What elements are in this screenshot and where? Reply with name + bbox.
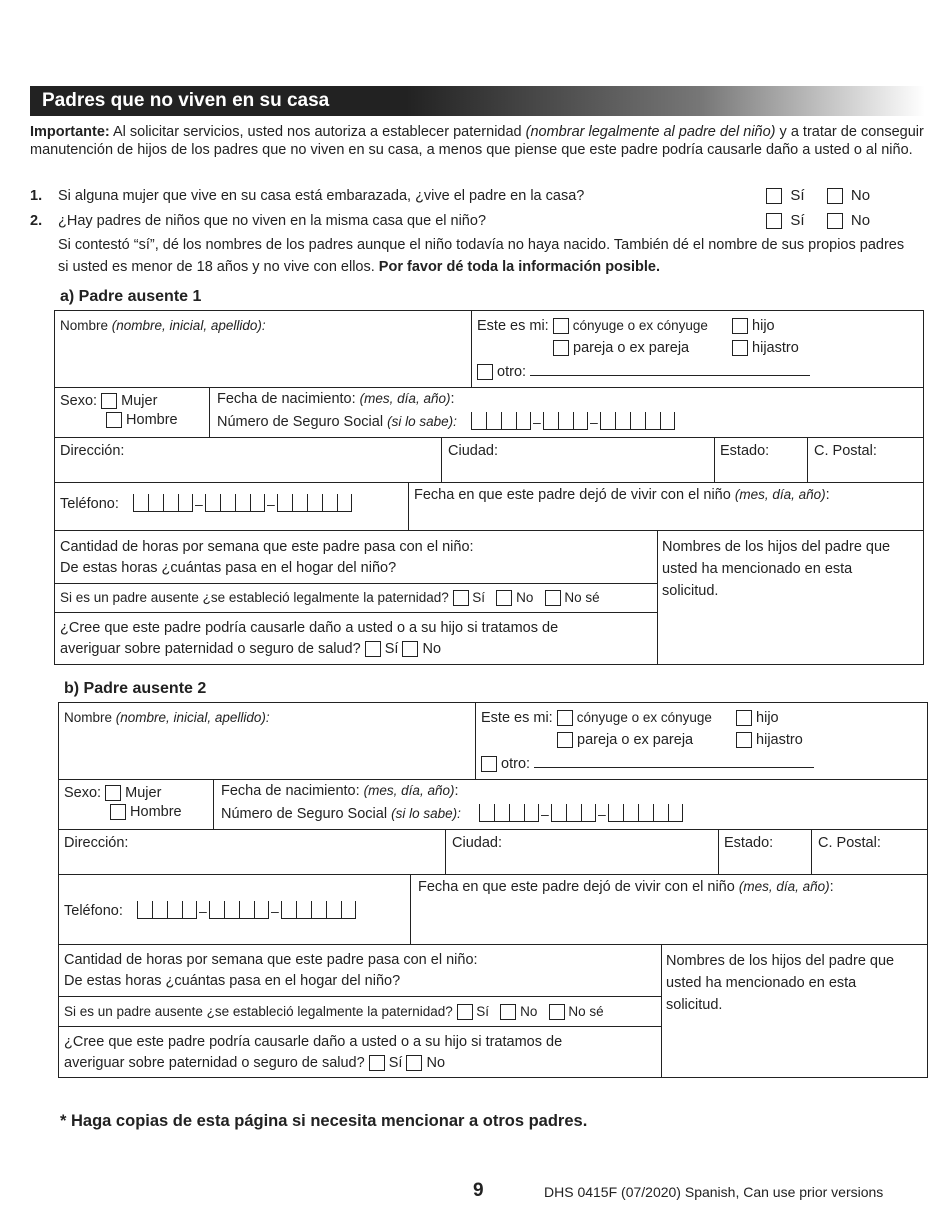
- relation-field: [477, 318, 917, 388]
- parent-form-b: [58, 702, 928, 1078]
- other-line[interactable]: [530, 375, 810, 376]
- section-title: Padres que no viven en su casa: [30, 86, 925, 116]
- question-1-answers: [766, 187, 870, 204]
- left-date-field[interactable]: Fecha en que este padre dejó de vivir con el niño (mes, día, año):: [414, 487, 830, 503]
- q2-no-checkbox[interactable]: [827, 213, 843, 229]
- state-field[interactable]: [720, 443, 769, 459]
- zip-field[interactable]: [818, 835, 881, 851]
- sex-field: [60, 393, 178, 428]
- harm-field: [60, 618, 558, 660]
- male-label: Hombre: [126, 412, 178, 429]
- dob-field[interactable]: Fecha de nacimiento: (mes, día, año):: [217, 391, 455, 407]
- female-checkbox[interactable]: [105, 785, 121, 801]
- spouse-label: cónyuge o ex cónyuge: [572, 318, 708, 333]
- harm-yes-checkbox[interactable]: [365, 641, 381, 657]
- other-label: otro:: [497, 364, 527, 380]
- no-label: No: [516, 590, 534, 605]
- name-field[interactable]: [64, 710, 270, 725]
- partner-label: pareja o ex pareja: [573, 340, 690, 356]
- paternity-notsure-checkbox[interactable]: [549, 1004, 565, 1020]
- partner-checkbox[interactable]: [557, 732, 573, 748]
- address-field[interactable]: [64, 835, 128, 851]
- dob-hint: (mes, día, año): [359, 391, 451, 406]
- city-label: Ciudad:: [452, 835, 502, 851]
- question-1: [30, 187, 584, 205]
- question-number: 2.: [30, 213, 43, 229]
- no-label: No: [520, 1004, 538, 1019]
- spouse-checkbox[interactable]: [553, 318, 569, 334]
- children-names-label: Nombres de los hijos del padre que usted ha mencionado en esta solicitud.: [662, 539, 891, 599]
- other-line[interactable]: [534, 767, 814, 768]
- dob-hint: (mes, día, año): [363, 783, 455, 798]
- hours-field[interactable]: [64, 950, 478, 992]
- dob-field[interactable]: Fecha de nacimiento: (mes, día, año):: [221, 783, 459, 799]
- child-checkbox[interactable]: [732, 318, 748, 334]
- harm-label-2: averiguar sobre paternidad o seguro de salud?: [64, 1055, 365, 1071]
- left-date-hint: (mes, día, año): [738, 879, 830, 894]
- question-2: [30, 212, 486, 230]
- page-number: 9: [473, 1180, 484, 1201]
- children-names-label: Nombres de los hijos del padre que usted ha mencionado en esta solicitud.: [666, 953, 895, 1013]
- other-checkbox[interactable]: [481, 756, 497, 772]
- q1-yes-checkbox[interactable]: [766, 188, 782, 204]
- ssn-hint: (si lo sabe):: [391, 806, 461, 821]
- city-field[interactable]: [452, 835, 502, 851]
- paternity-field: [64, 1004, 604, 1020]
- name-label: Nombre: [60, 318, 109, 333]
- harm-label-1: ¿Cree que este padre podría causarle daño a usted o a su hijo si tratamos de: [64, 1034, 563, 1050]
- children-names-field[interactable]: [666, 950, 916, 1016]
- other-label: otro:: [501, 756, 531, 772]
- no-label: No: [426, 1055, 446, 1071]
- other-checkbox[interactable]: [477, 364, 493, 380]
- ssn-label: Número de Seguro Social: [217, 414, 384, 430]
- q1-no-checkbox[interactable]: [827, 188, 843, 204]
- yes-label: Sí: [384, 641, 399, 657]
- city-label: Ciudad:: [448, 443, 498, 459]
- relation-field: [481, 710, 921, 780]
- child-label: hijo: [752, 318, 775, 334]
- yes-label: Sí: [388, 1055, 403, 1071]
- relation-label: Este es mi:: [481, 710, 553, 726]
- phone-label: Teléfono:: [60, 496, 119, 512]
- state-label: Estado:: [720, 443, 770, 459]
- female-checkbox[interactable]: [101, 393, 117, 409]
- zip-label: C. Postal:: [818, 835, 881, 851]
- harm-field: [64, 1032, 562, 1074]
- name-field[interactable]: [60, 318, 266, 333]
- male-checkbox[interactable]: [106, 412, 122, 428]
- hours-home-label: De estas horas ¿cuántas pasa en el hogar del niño?: [64, 973, 401, 989]
- no-label: No: [850, 212, 871, 229]
- paternity-field: [60, 590, 600, 606]
- phone-digit-boxes[interactable]: – –: [137, 901, 356, 919]
- intro-bold: Importante:: [30, 124, 110, 140]
- phone-digit-boxes[interactable]: – –: [133, 494, 352, 512]
- harm-yes-checkbox[interactable]: [369, 1055, 385, 1071]
- name-label: Nombre: [64, 710, 113, 725]
- q2-yes-checkbox[interactable]: [766, 213, 782, 229]
- hours-label: Cantidad de horas por semana que este padre pasa con el niño:: [60, 539, 474, 555]
- left-date-field[interactable]: Fecha en que este padre dejó de vivir con el niño (mes, día, año):: [418, 879, 834, 895]
- no-label: No: [422, 641, 442, 657]
- stepchild-checkbox[interactable]: [732, 340, 748, 356]
- parent-form-a: [54, 310, 924, 665]
- harm-label-2: averiguar sobre paternidad o seguro de salud?: [60, 641, 361, 657]
- partner-label: pareja o ex pareja: [577, 732, 694, 748]
- partner-checkbox[interactable]: [553, 340, 569, 356]
- harm-no-checkbox[interactable]: [406, 1055, 422, 1071]
- child-checkbox[interactable]: [736, 710, 752, 726]
- address-label: Dirección:: [60, 443, 125, 459]
- not-sure-label: No sé: [564, 590, 600, 605]
- note-bold: Por favor dé toda la información posible.: [378, 259, 660, 275]
- name-hint: (nombre, inicial, apellido):: [115, 710, 270, 725]
- yes-label: Sí: [476, 1004, 490, 1019]
- state-label: Estado:: [724, 835, 774, 851]
- yes-label: Sí: [790, 212, 805, 229]
- address-label: Dirección:: [64, 835, 129, 851]
- dob-label: Fecha de nacimiento:: [217, 391, 356, 407]
- left-date-hint: (mes, día, año): [734, 487, 826, 502]
- question-text: ¿Hay padres de niños que no viven en la misma casa que el niño?: [58, 213, 487, 229]
- instruction-note: [58, 234, 918, 278]
- male-label: Hombre: [130, 804, 182, 821]
- part-a-title: a) Padre ausente 1: [60, 288, 202, 305]
- yes-label: Sí: [472, 590, 486, 605]
- stepchild-label: hijastro: [752, 340, 799, 356]
- hours-label: Cantidad de horas por semana que este padre pasa con el niño:: [64, 952, 478, 968]
- phone-label: Teléfono:: [64, 903, 123, 919]
- question-number: 1.: [30, 188, 43, 204]
- paternity-no-checkbox[interactable]: [496, 590, 512, 606]
- ssn-digit-boxes[interactable]: – –: [479, 804, 683, 822]
- zip-field[interactable]: [814, 443, 877, 459]
- spouse-label: cónyuge o ex cónyuge: [576, 710, 712, 725]
- ssn-field[interactable]: [217, 412, 675, 430]
- phone-field[interactable]: [64, 901, 356, 919]
- question-text: Si alguna mujer que vive en su casa está embarazada, ¿vive el padre en la casa?: [58, 188, 585, 204]
- hours-field[interactable]: [60, 537, 474, 579]
- not-sure-label: No sé: [568, 1004, 604, 1019]
- name-hint: (nombre, inicial, apellido):: [111, 318, 266, 333]
- state-field[interactable]: [724, 835, 773, 851]
- sex-label: Sexo:: [60, 393, 98, 409]
- child-label: hijo: [756, 710, 779, 726]
- paternity-yes-checkbox[interactable]: [453, 590, 469, 606]
- male-checkbox[interactable]: [110, 804, 126, 820]
- relation-label: Este es mi:: [477, 318, 549, 334]
- yes-label: Sí: [790, 187, 805, 204]
- form-id: DHS 0415F (07/2020) Spanish, Can use prior versions: [544, 1184, 884, 1200]
- paternity-no-checkbox[interactable]: [500, 1004, 516, 1020]
- sex-label: Sexo:: [64, 785, 102, 801]
- paternity-label: Si es un padre ausente ¿se estableció legalmente la paternidad?: [64, 1004, 453, 1019]
- harm-label-1: ¿Cree que este padre podría causarle daño a usted o a su hijo si tratamos de: [60, 620, 559, 636]
- intro-text-2: y a tratar de conseguir manutención de hijos de los padres que no viven en su casa, a menos que piense que este padre podría causarle daño a usted o al niño.: [30, 124, 924, 158]
- zip-label: C. Postal:: [814, 443, 877, 459]
- intro-text-1: Al solicitar servicios, usted nos autoriza a establecer paternidad: [109, 124, 526, 140]
- intro-paragraph: [30, 123, 930, 159]
- female-label: Mujer: [121, 393, 158, 409]
- paternity-yes-checkbox[interactable]: [457, 1004, 473, 1020]
- city-field[interactable]: [448, 443, 498, 459]
- ssn-digit-boxes[interactable]: – –: [471, 412, 675, 430]
- paternity-notsure-checkbox[interactable]: [545, 590, 561, 606]
- left-date-label: Fecha en que este padre dejó de vivir con el niño: [414, 487, 731, 503]
- children-names-field[interactable]: [662, 536, 912, 602]
- ssn-label: Número de Seguro Social: [221, 806, 388, 822]
- ssn-hint: (si lo sabe):: [387, 414, 457, 429]
- hours-home-label: De estas horas ¿cuántas pasa en el hogar del niño?: [60, 560, 397, 576]
- ssn-field[interactable]: [221, 804, 683, 822]
- left-date-label: Fecha en que este padre dejó de vivir con el niño: [418, 879, 735, 895]
- phone-field[interactable]: [60, 494, 352, 512]
- address-field[interactable]: [60, 443, 124, 459]
- part-b-title: b) Padre ausente 2: [64, 680, 207, 697]
- note-text: Si contestó “sí”, dé los nombres de los padres aunque el niño todavía no haya nacido. También dé el nombre de sus propios padres si usted es menor de 18 años y no vive con ellos.: [58, 237, 905, 275]
- harm-no-checkbox[interactable]: [402, 641, 418, 657]
- paternity-label: Si es un padre ausente ¿se estableció legalmente la paternidad?: [60, 590, 449, 605]
- stepchild-checkbox[interactable]: [736, 732, 752, 748]
- spouse-checkbox[interactable]: [557, 710, 573, 726]
- question-2-answers: [766, 212, 870, 229]
- copies-note: * Haga copias de esta página si necesita mencionar a otros padres.: [60, 1112, 588, 1130]
- intro-italic: (nombrar legalmente al padre del niño): [525, 124, 776, 140]
- female-label: Mujer: [125, 785, 162, 801]
- stepchild-label: hijastro: [756, 732, 803, 748]
- sex-field: [64, 785, 182, 820]
- no-label: No: [850, 187, 871, 204]
- dob-label: Fecha de nacimiento:: [221, 783, 360, 799]
